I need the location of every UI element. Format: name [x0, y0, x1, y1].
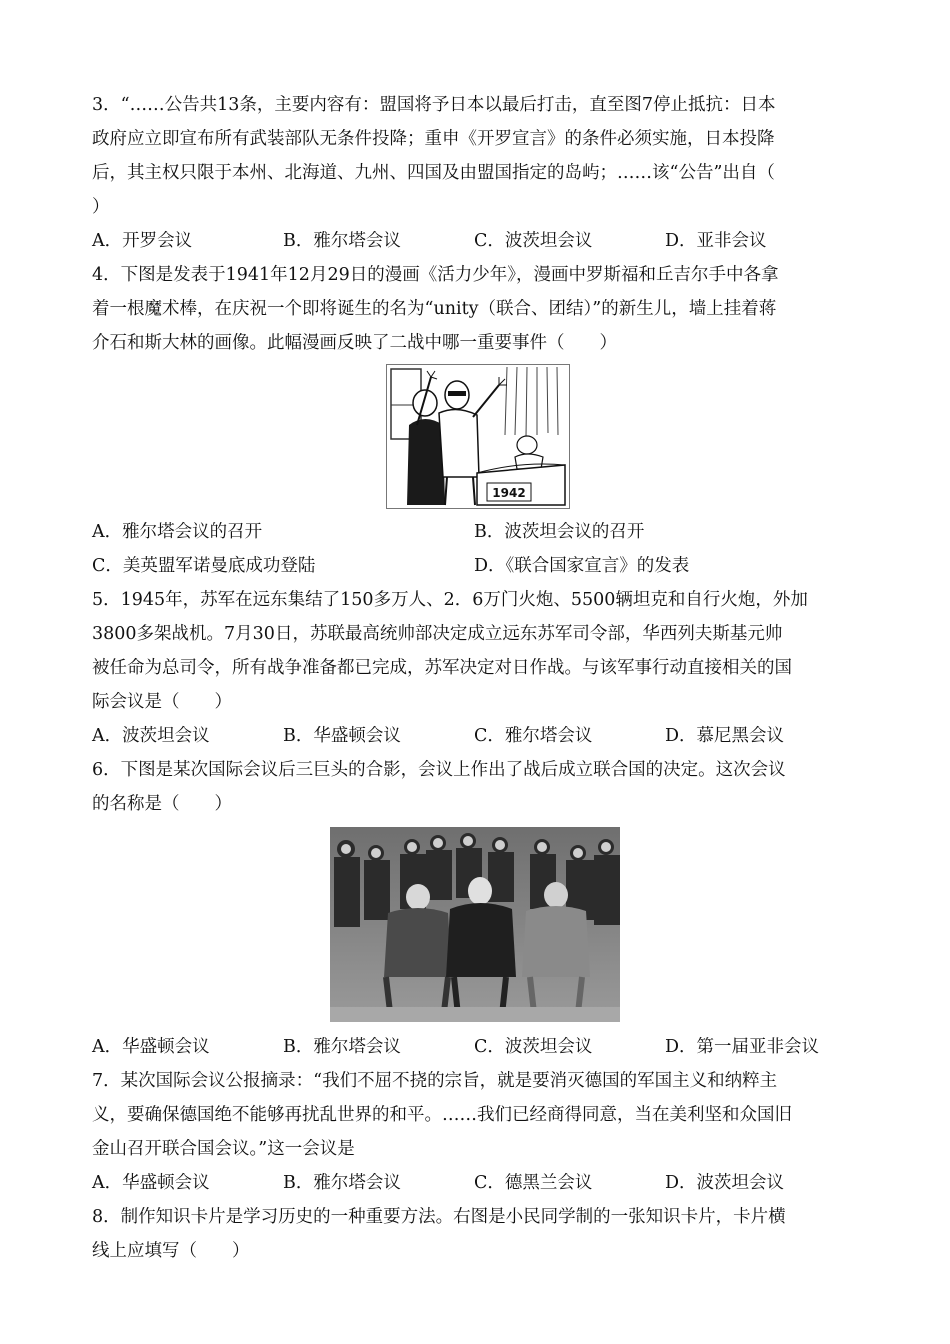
option-a[interactable]: A．波茨坦会议	[92, 726, 210, 746]
question-text-line: 8．制作知识卡片是学习历史的一种重要方法。右图是小民同学制的一张知识卡片，卡片横	[92, 1207, 786, 1227]
option-a[interactable]: A．雅尔塔会议的召开	[92, 522, 263, 542]
answer-options	[92, 515, 862, 549]
question-text-line: 着一根魔术棒，在庆祝一个即将诞生的名为“unity（联合、团结）”的新生儿，墙上挂着蒋	[92, 299, 777, 319]
exam-page	[92, 88, 862, 1268]
question-text-line: 7．某次国际会议公报摘录：“我们不屈不挠的宗旨，就是要消灭德国的军国主义和纳粹主	[92, 1071, 778, 1091]
option-d[interactable]: D．《联合国家宣言》的发表	[474, 556, 690, 576]
question-text-line: 后，其主权只限于本州、北海道、九州、四国及由盟国指定的岛屿；……该“公告”出自（	[92, 163, 775, 183]
question-6	[92, 753, 862, 1064]
question-3	[92, 88, 862, 258]
option-d[interactable]: D．波茨坦会议	[665, 1173, 785, 1193]
option-b[interactable]: B．雅尔塔会议	[283, 1173, 401, 1193]
option-c[interactable]: C．美英盟军诺曼底成功登陆	[92, 556, 316, 576]
question-text-line: 3．“……公告共13条，主要内容有：盟国将予日本以最后打击，直至图7停止抵抗：日本	[92, 95, 776, 115]
answer-options	[92, 719, 862, 753]
answer-options	[92, 549, 862, 583]
option-b[interactable]: B．波茨坦会议的召开	[474, 522, 645, 542]
answer-options	[92, 1166, 862, 1200]
question-text-line: 金山召开联合国会议。”这一会议是	[92, 1139, 355, 1159]
question-text-line: 介石和斯大林的画像。此幅漫画反映了二战中哪一重要事件（ ）	[92, 333, 617, 353]
question-text-line: 5．1945年，苏军在远东集结了150多万人、2．6万门火炮、5500辆坦克和自行火炮，外加	[92, 590, 808, 610]
question-text-line: 政府应立即宣布所有武装部队无条件投降；重申《开罗宣言》的条件必须实施，日本投降	[92, 129, 775, 149]
option-d[interactable]: D．第一届亚非会议	[665, 1037, 820, 1057]
option-b[interactable]: B．华盛顿会议	[283, 726, 401, 746]
question-7	[92, 1064, 862, 1200]
photo-image	[330, 827, 620, 1022]
option-a[interactable]: A．开罗会议	[92, 231, 193, 251]
option-c[interactable]: C．波茨坦会议	[474, 1037, 593, 1057]
option-a[interactable]: A．华盛顿会议	[92, 1037, 210, 1057]
option-d[interactable]: D．亚非会议	[665, 231, 767, 251]
option-a[interactable]: A．华盛顿会议	[92, 1173, 210, 1193]
question-text-line: 际会议是（ ）	[92, 692, 232, 712]
question-5	[92, 583, 862, 753]
option-c[interactable]: C．雅尔塔会议	[474, 726, 593, 746]
question-text-line: 义，要确保德国绝不能够再扰乱世界的和平。……我们已经商得同意，当在美利坚和众国旧	[92, 1105, 792, 1125]
option-b[interactable]: B．雅尔塔会议	[283, 231, 401, 251]
question-text-line: 4．下图是发表于1941年12月29日的漫画《活力少年》，漫画中罗斯福和丘吉尔手中各拿	[92, 265, 779, 285]
question-text-line: 3800多架战机。7月30日，苏联最高统帅部决定成立远东苏军司令部，华西列夫斯基元帅	[92, 624, 783, 644]
option-d[interactable]: D．慕尼黑会议	[665, 726, 785, 746]
cartoon-image	[386, 364, 570, 509]
question-text-line: ）	[92, 197, 110, 217]
option-c[interactable]: C．波茨坦会议	[474, 231, 593, 251]
question-text-line: 6．下图是某次国际会议后三巨头的合影，会议上作出了战后成立联合国的决定。这次会议	[92, 760, 786, 780]
question-text-line: 的名称是（ ）	[92, 794, 232, 814]
option-c[interactable]: C．德黑兰会议	[474, 1173, 593, 1193]
question-text-line: 被任命为总司令，所有战争准备都已完成，苏军决定对日作战。与该军事行动直接相关的国	[92, 658, 792, 678]
answer-options	[92, 1030, 862, 1064]
cartoon-year-label: 1942	[492, 486, 526, 500]
question-4	[92, 258, 862, 583]
question-8	[92, 1200, 862, 1268]
option-b[interactable]: B．雅尔塔会议	[283, 1037, 401, 1057]
answer-options	[92, 224, 862, 258]
question-text-line: 线上应填写（ ）	[92, 1241, 250, 1261]
